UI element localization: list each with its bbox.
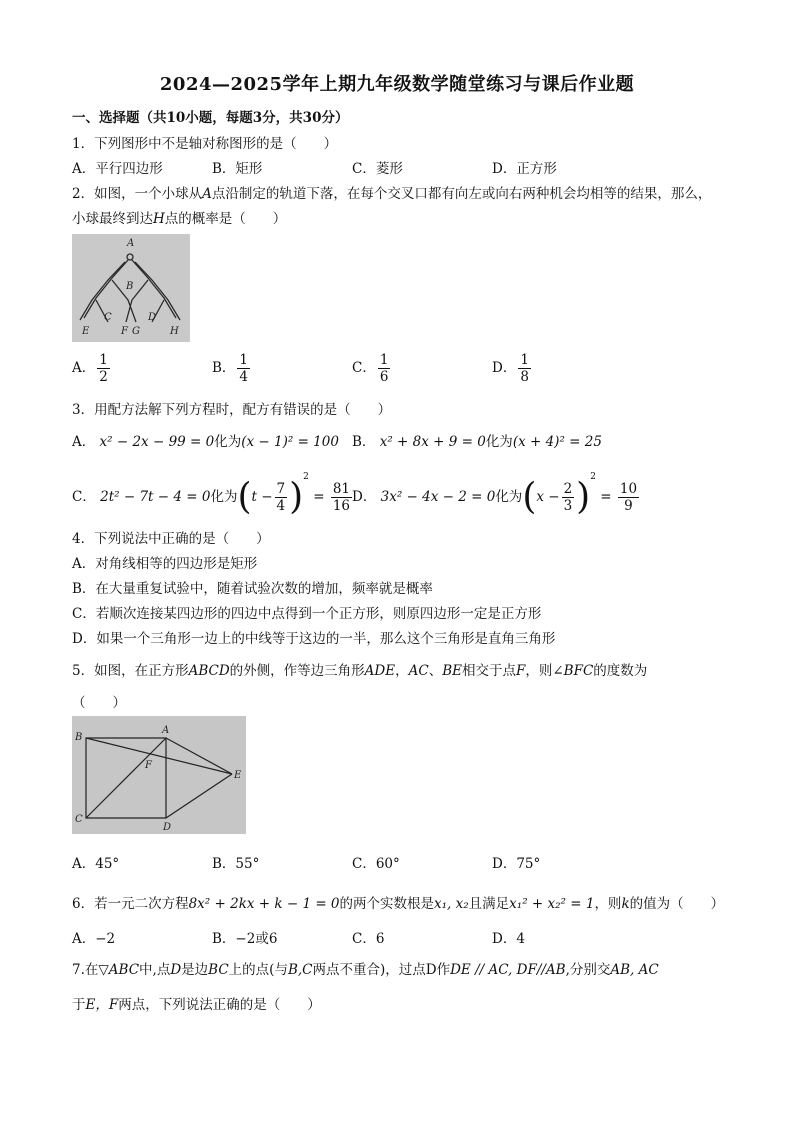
q3-option-b: B． x² + 8x + 9 = 0化为(x + 4)² = 25 <box>352 434 602 450</box>
q5-stem: 5．如图，在正方形ABCD的外侧，作等边三角形ADE，AC、BE相交于点F，则∠BFC的度数为 <box>72 663 648 679</box>
q5-fig-label-c: C <box>75 814 83 825</box>
q4-stem: 4．下列说法中正确的是（ ） <box>72 531 270 547</box>
section-heading: 一、选择题（共10小题，每题3分，共30分） <box>72 110 349 126</box>
q4-option-d: D．如果一个三角形一边上的中线等于这边的一半，那么这个三角形是直角三角形 <box>72 631 556 647</box>
q6-option-d: D．4 <box>492 931 525 947</box>
q5-fig-label-f: F <box>145 760 152 771</box>
q5-option-c: C．60° <box>352 856 400 872</box>
q5-option-b: B．55° <box>212 856 260 872</box>
q2-fig-label-d: D <box>148 312 157 323</box>
q7-stem-line1: 7.在▽ABC中,点D是边BC上的点(与B,C两点不重合)，过点D作DE // AC, DF//AB,分别交AB, AC <box>72 962 659 978</box>
q2-option-a: A． $\frac{1}{2}$ <box>72 352 108 385</box>
q5-answer-paren: （ ） <box>72 695 126 711</box>
q6-option-b: B．−2或6 <box>212 931 278 947</box>
q5-fig-label-a: A <box>162 725 170 736</box>
q1-option-d: D．正方形 <box>492 161 557 177</box>
q4-option-a: A．对角线相等的四边形是矩形 <box>72 556 258 572</box>
q1-option-b: B．矩形 <box>212 161 263 177</box>
q2-stem-line1: 2．如图，一个小球从A点沿制定的轨道下落，在每个交叉口都有向左或向右两种机会均相等的结果，那么， <box>72 186 712 202</box>
q2-fig-label-g: G <box>132 326 140 337</box>
q2-fig-label-h: H <box>170 326 179 337</box>
q7-stem-line2: 于E，F两点，下列说法正确的是（ ） <box>72 997 321 1013</box>
q5-square-figure <box>72 716 246 834</box>
q1-option-a: A．平行四边形 <box>72 161 163 177</box>
q2-option-d: D． $\frac{1}{8}$ <box>492 352 529 385</box>
q3-option-a: A． x² − 2x − 99 = 0化为(x − 1)² = 100 <box>72 434 339 450</box>
q2-fig-label-f: F <box>121 326 128 337</box>
q6-option-c: C．6 <box>352 931 385 947</box>
q1-stem: 1．下列图形中不是轴对称图形的是（ ） <box>72 136 338 152</box>
q6-option-a: A．−2 <box>72 931 116 947</box>
q2-option-b: B． $\frac{1}{4}$ <box>212 352 249 385</box>
q2-stem-line2: 小球最终到达H点的概率是（ ） <box>72 211 287 227</box>
q2-track-figure <box>72 234 190 342</box>
q6-stem: 6．若一元二次方程8x² + 2kx + k − 1 = 0的两个实数根是x₁, x₂且满足x₁² + x₂² = 1，则k的值为（ ） <box>72 896 725 912</box>
q2-option-c: C． $\frac{1}{6}$ <box>352 352 389 385</box>
q4-option-b: B．在大量重复试验中，随着试验次数的增加，频率就是概率 <box>72 581 433 597</box>
q2-fig-label-c: C <box>104 312 112 323</box>
q4-option-c: C．若顺次连接某四边形的四边中点得到一个正方形，则原四边形一定是正方形 <box>72 606 542 622</box>
q5-fig-label-b: B <box>75 732 83 743</box>
q5-fig-label-d: D <box>163 822 172 833</box>
q3-option-c: C． 2t² − 7t − 4 = 0化为(t − $\frac{7}{4}$ )$^2$ = $\frac{81}{16}$ <box>72 472 350 518</box>
q2-fig-label-e: E <box>82 326 90 337</box>
q3-stem: 3．用配方法解下列方程时，配方有错误的是（ ） <box>72 402 392 418</box>
q5-option-a: A．45° <box>72 856 120 872</box>
q3-option-d: D． 3x² − 4x − 2 = 0化为(x − $\frac{2}{3}$ )$^2$ = $\frac{10}{9}$ <box>352 472 638 518</box>
q5-fig-label-e: E <box>234 770 242 781</box>
q2-fig-label-a: A <box>127 238 135 249</box>
page-title: 2024—2025学年上期九年级数学随堂练习与课后作业题 <box>159 74 635 95</box>
q2-fig-label-b: B <box>126 281 134 292</box>
q5-option-d: D．75° <box>492 856 541 872</box>
q1-option-c: C．菱形 <box>352 161 403 177</box>
